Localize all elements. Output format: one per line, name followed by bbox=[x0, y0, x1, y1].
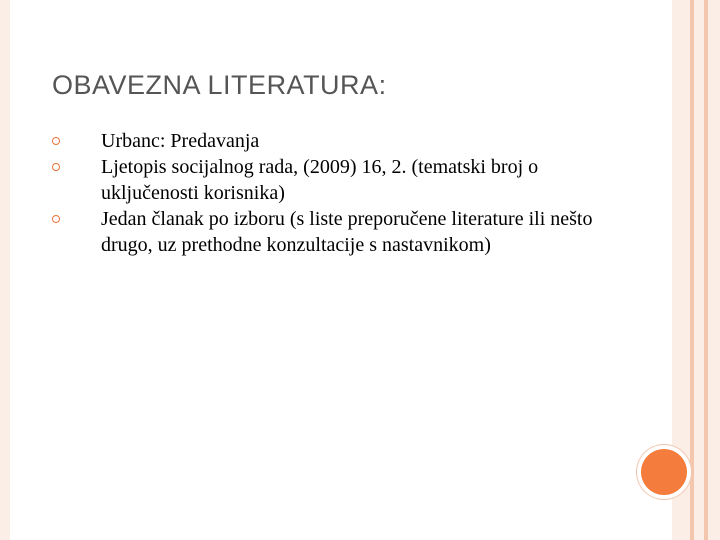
bullet-text: Ljetopis socijalnog rada, (2009) 16, 2. (tematski broj o uključenosti korisnika) bbox=[101, 156, 539, 204]
decorative-circle-icon bbox=[641, 449, 687, 495]
bullet-text: Urbanc: Predavanja bbox=[101, 130, 260, 152]
list-item bbox=[52, 154, 632, 206]
circle-bullet-icon bbox=[52, 215, 60, 223]
slide-title: OBAVEZNA LITERATURA: bbox=[52, 70, 387, 100]
circle-bullet-icon bbox=[52, 137, 60, 145]
circle-bullet-icon bbox=[52, 163, 60, 171]
list-item bbox=[52, 206, 632, 258]
list-item bbox=[52, 128, 632, 154]
slide-panel bbox=[10, 0, 672, 540]
decorative-bar bbox=[690, 0, 694, 540]
bullet-text: Jedan članak po izboru (s liste preporučene literature ili nešto drugo, uz prethodne konzultacije s nastavnikom) bbox=[101, 208, 593, 256]
bullet-list bbox=[52, 128, 632, 258]
decorative-bar bbox=[704, 0, 708, 540]
